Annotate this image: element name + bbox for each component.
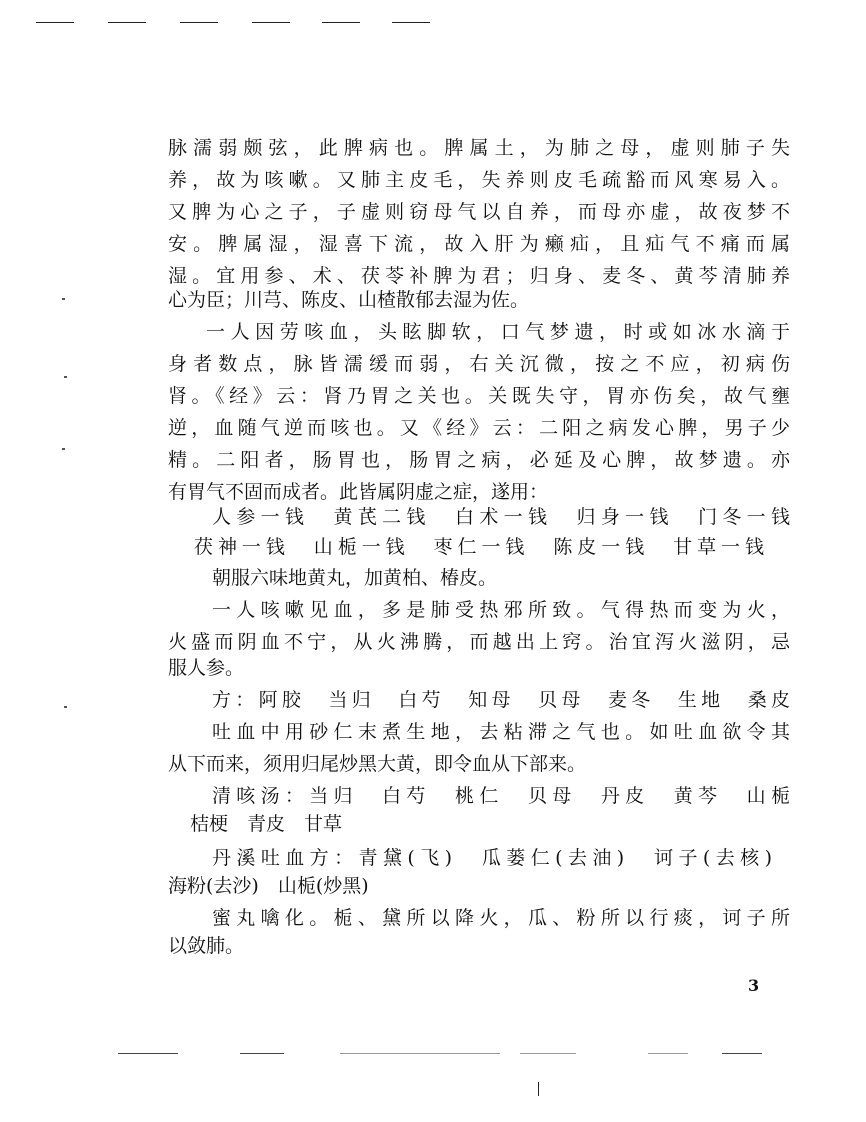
scan-speck	[64, 706, 67, 708]
text-line: 从下而来，须用归尾炒黑大黄，即令血从下部来。	[168, 753, 587, 775]
prescription-line: 丹溪吐血方：青黛(飞) 瓜蒌仁(去油) 诃子(去核)	[212, 847, 772, 869]
rule-mark	[340, 1053, 500, 1054]
scan-speck	[62, 448, 65, 450]
rule-mark	[36, 22, 74, 23]
text-line: 有胃气不固而成者。此皆属阴虚之症，遂用：	[168, 481, 549, 503]
scan-speck	[64, 376, 67, 378]
rule-mark	[118, 1053, 178, 1054]
text-line: 吐血中用砂仁末煮生地，去粘滞之气也。如吐血欲令其	[212, 721, 790, 743]
text-line: 火盛而阴血不宁，从火沸腾，而越出上窍。治宜泻火滋阴，忌	[168, 631, 790, 653]
text-line: 湿。宜用参、术、茯苓补脾为君；归身、麦冬、黄芩清肺养	[168, 265, 790, 287]
text-line: 精。二阳者，肠胃也，肠胃之病，必延及心脾，故梦遗。亦	[168, 449, 790, 471]
text-line: 蜜丸噙化。栀、黛所以降火，瓜、粉所以行痰，诃子所	[212, 907, 790, 929]
text-line: 安。脾属湿，湿喜下流，故入肝为癞疝，且疝气不痛而属	[168, 233, 790, 255]
rule-mark	[722, 1053, 762, 1054]
scan-speck	[62, 298, 65, 300]
text-line: 服人参。	[168, 657, 245, 679]
rule-mark	[520, 1053, 576, 1054]
text-line: 心为臣；川芎、陈皮、山楂散郁去湿为佐。	[168, 289, 530, 311]
prescription-line: 茯神一钱 山栀一钱 枣仁一钱 陈皮一钱 甘草一钱	[194, 536, 764, 558]
text-line: 身者数点，脉皆濡缓而弱，右关沉微，按之不应，初病伤	[168, 353, 790, 375]
prescription-line: 方：阿胶 当归 白芍 知母 贝母 麦冬 生地 桑皮	[212, 689, 790, 711]
rule-mark	[108, 22, 146, 23]
rule-mark	[322, 22, 360, 23]
rule-mark	[180, 22, 218, 23]
text-line: 逆，血随气逆而咳也。又《经》云：二阳之病发心脾，男子少	[168, 417, 790, 439]
text-line: 脉濡弱颇弦，此脾病也。脾属土，为肺之母，虚则肺子失	[168, 137, 790, 159]
text-line: 肾。《经》云：肾乃胃之关也。关既失守，胃亦伤矣，故气壅	[168, 385, 790, 407]
text-line: 养，故为咳嗽。又肺主皮毛，失养则皮毛疏豁而风寒易入。	[168, 169, 790, 191]
rule-mark	[538, 1082, 539, 1096]
text-line: 以敛肺。	[168, 935, 245, 957]
rule-mark	[392, 22, 430, 23]
text-line: 一人因劳咳血，头眩脚软，口气梦遗，时或如冰水滴于	[206, 321, 790, 343]
prescription-line: 人参一钱 黄芪二钱 白术一钱 归身一钱 门冬一钱	[212, 506, 790, 528]
prescription-line: 桔梗 青皮 甘草	[190, 813, 343, 835]
text-line: 又脾为心之子，子虚则窃母气以自养，而母亦虚，故夜梦不	[168, 201, 790, 223]
prescription-line: 清咳汤：当归 白芍 桃仁 贝母 丹皮 黄芩 山栀	[212, 785, 790, 807]
text-line: 一人咳嗽见血，多是肺受热邪所致。气得热而变为火，	[212, 599, 790, 621]
page-number: 3	[748, 976, 760, 995]
rule-mark	[648, 1053, 688, 1054]
rule-mark	[252, 22, 290, 23]
prescription-line: 海粉(去沙) 山栀(炒黑)	[168, 875, 369, 897]
rule-mark	[240, 1053, 284, 1054]
text-line: 朝服六味地黄丸，加黄柏、椿皮。	[212, 567, 498, 589]
